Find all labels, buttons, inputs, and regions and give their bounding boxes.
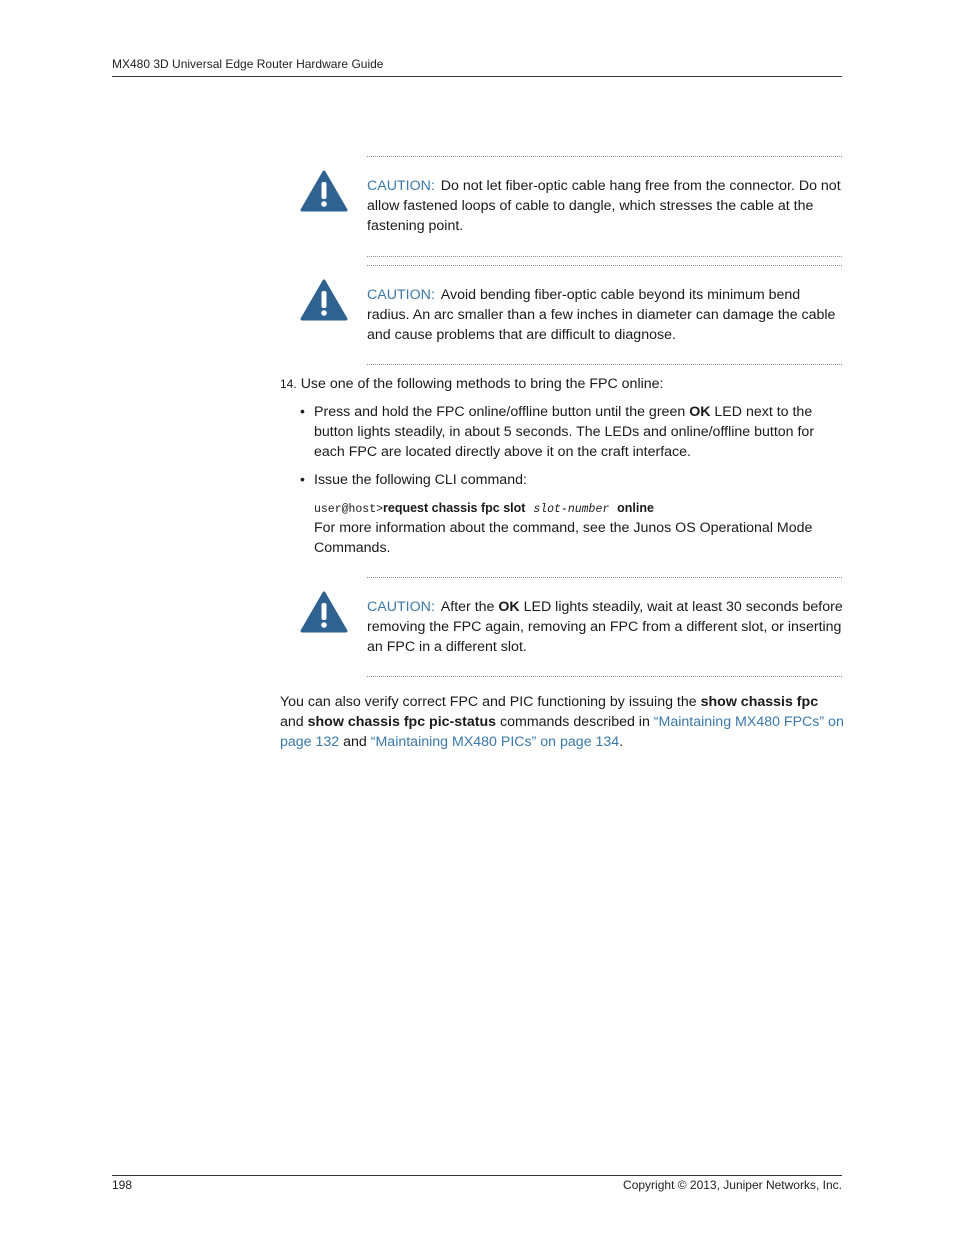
header-rule [112, 76, 842, 77]
footer-rule [112, 1175, 842, 1176]
caution-body-after: LED lights steadily, wait at least 30 seconds before removing the FPC again, removing an FPC from a different slot, or inserting an FPC in a different slot. [367, 599, 843, 655]
warning-triangle-icon [300, 170, 348, 212]
bullet-1-after: LED next to the button lights steadily, in about 5 seconds. The LEDs and online/offline button for each FPC are located directly above it on the craft interface. [314, 404, 815, 460]
caution-block-3 [280, 577, 842, 679]
dotted-rule-bottom [367, 364, 842, 365]
cmd-show-chassis-fpc-pic-status: show chassis fpc pic-status [307, 714, 497, 730]
closing-period: . [619, 734, 624, 750]
dotted-rule-top [367, 265, 842, 266]
bullet-dot: • [300, 471, 305, 487]
page-number: 198 [112, 1178, 133, 1192]
closing-and1: and [280, 714, 304, 730]
dotted-rule-top [367, 577, 842, 578]
cmd-show-chassis-fpc: show chassis fpc [700, 694, 819, 710]
running-header: MX480 3D Universal Edge Router Hardware Guide [112, 57, 384, 71]
bullet-item-2: Issue the following CLI command: [314, 472, 527, 488]
caution-block-2 [280, 265, 842, 367]
closing-part2: commands described in [500, 714, 650, 730]
ok-led-label: OK [498, 599, 520, 615]
step-14 [280, 374, 842, 394]
caution-body-before: After the [440, 599, 495, 615]
caution-text [367, 177, 845, 236]
ok-led-label: OK [689, 404, 711, 420]
copyright: Copyright © 2013, Juniper Networks, Inc. [623, 1178, 842, 1192]
cli-suffix: online [617, 501, 654, 515]
dotted-rule-bottom [367, 256, 842, 257]
dotted-rule-bottom [367, 676, 842, 677]
dotted-rule-top [367, 156, 842, 157]
bullet-1-before: Press and hold the FPC online/offline button until the green [314, 404, 686, 420]
warning-triangle-icon [300, 279, 348, 321]
caution-body: Avoid bending fiber-optic cable beyond its minimum bend radius. An arc smaller than a few inches in diameter can damage the cable and cause problems that are difficult to diagnose. [367, 287, 836, 343]
step-number: 14. [280, 377, 297, 391]
cli-variable: slot-number [533, 503, 610, 516]
cli-command [314, 498, 842, 520]
caution-label: CAUTION: [367, 287, 435, 303]
caution-body: Do not let fiber-optic cable hang free from the connector. Do not allow fastened loops of cable to dangle, which stresses the cable at the fastening point. [367, 178, 841, 234]
bullet-dot: • [300, 403, 305, 419]
caution-text [367, 286, 845, 345]
closing-paragraph [280, 692, 844, 752]
caution-label: CAUTION: [367, 599, 435, 615]
caution-label: CAUTION: [367, 178, 435, 194]
more-info-text: For more information about the command, see the Junos OS Operational Mode Commands. [314, 520, 813, 556]
caution-block-1 [280, 156, 842, 264]
link-maintaining-fpcs[interactable]: “Maintaining MX480 FPCs” on page 132 [280, 714, 844, 750]
cli-prompt: user@host> [314, 503, 384, 516]
closing-part1: You can also verify correct FPC and PIC functioning by issuing the [280, 694, 697, 710]
closing-and2: and [343, 734, 367, 750]
warning-triangle-icon [300, 591, 348, 633]
bullet-item-1 [314, 402, 842, 462]
link-maintaining-pics[interactable]: “Maintaining MX480 PICs” on page 134 [370, 734, 620, 750]
step-text: Use one of the following methods to bring the FPC online: [300, 376, 664, 392]
cli-cmd: request chassis fpc slot [383, 501, 526, 515]
caution-text [367, 598, 845, 657]
